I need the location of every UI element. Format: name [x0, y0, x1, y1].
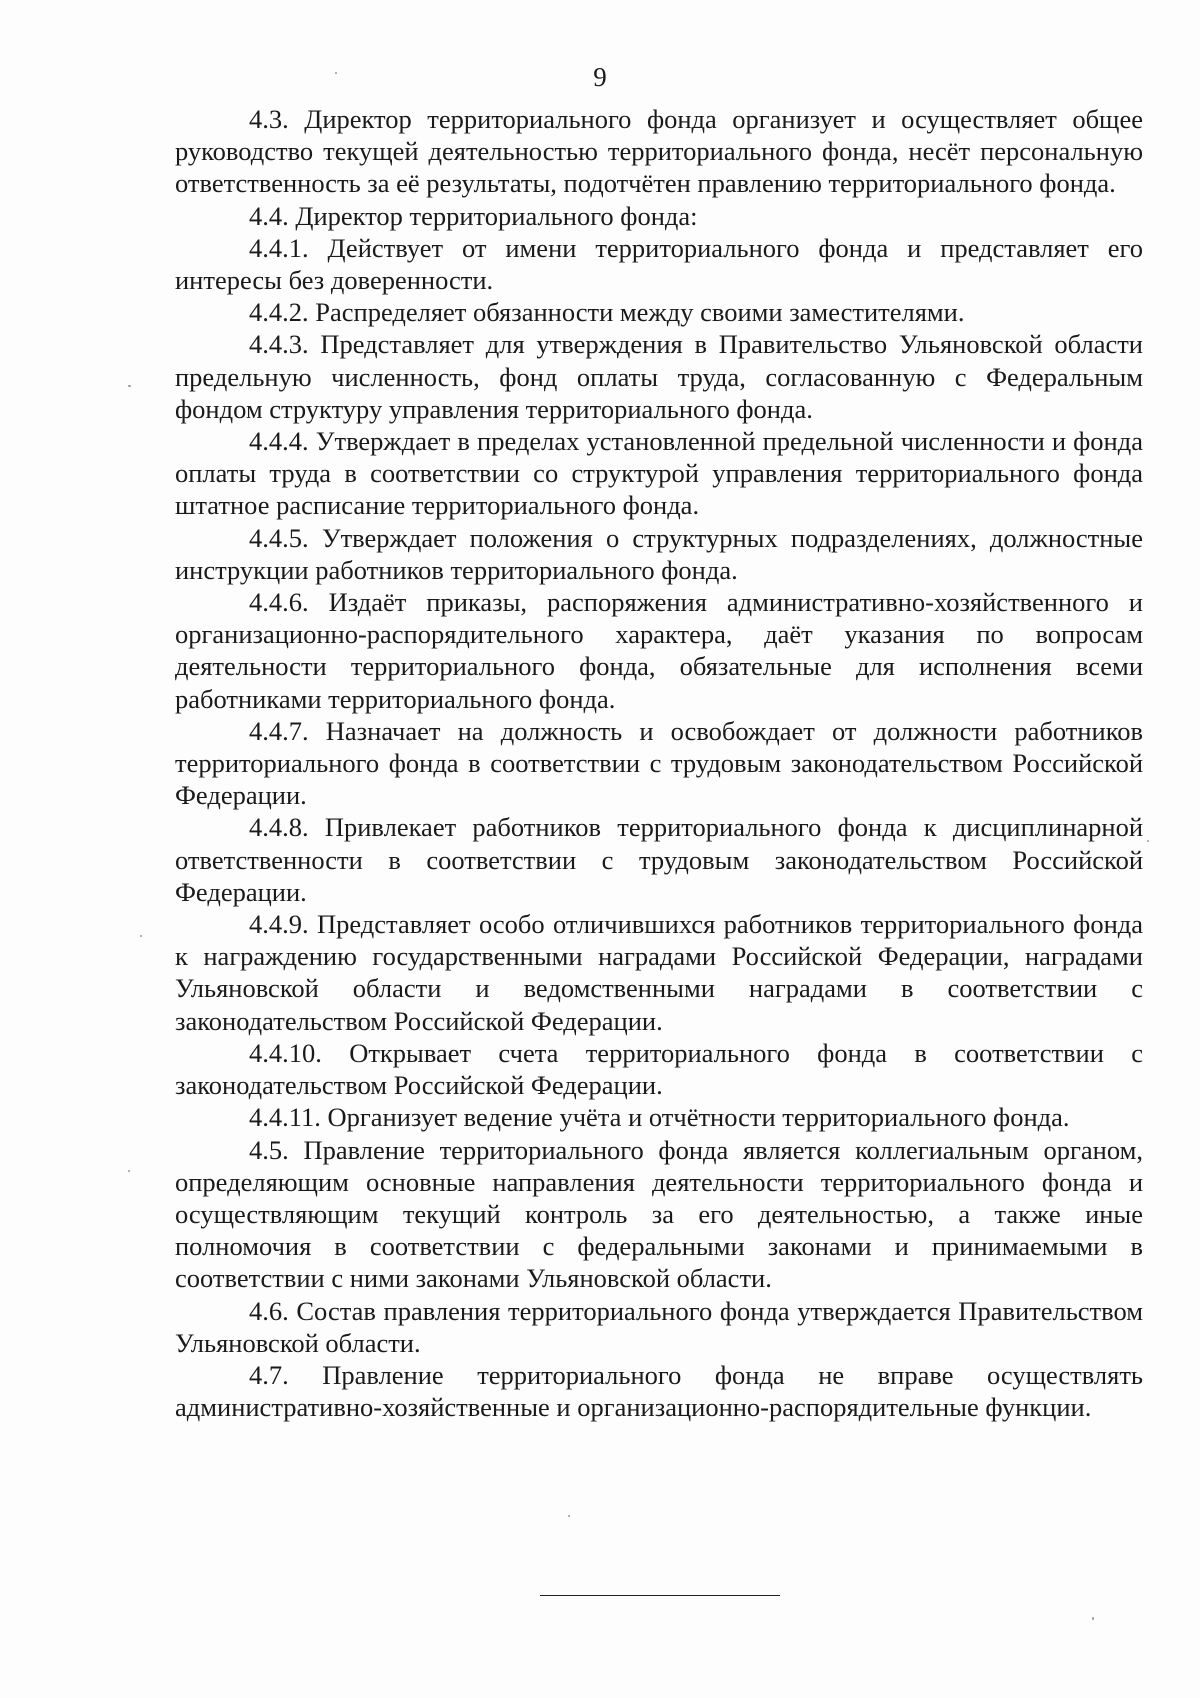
- scan-speck: [1092, 1617, 1094, 1620]
- scan-speck: [568, 1515, 570, 1517]
- paragraph-4-4-10: 4.4.10. Открывает счета территориального фонда в соответствии с законодательством Российской Федерации.: [175, 1037, 1143, 1101]
- scan-speck: [1147, 840, 1149, 842]
- paragraph-4-4-8: 4.4.8. Привлекает работников территориального фонда к дисциплинарной ответственности в соответствии с трудовым законодательством Российской Федерации.: [175, 812, 1143, 907]
- paragraph-4-4-5: 4.4.5. Утверждает положения о структурных подразделениях, должностные инструкции работников территориального фонда.: [175, 522, 1143, 585]
- paragraph-4-4-2: 4.4.2. Распределяет обязанности между своими заместителями.: [249, 297, 965, 328]
- paragraph-4-4-1: 4.4.1. Действует от имени территориального фонда и представляет его интересы без доверенности.: [175, 232, 1143, 296]
- paragraph-4-4: 4.4. Директор территориального фонда:: [249, 200, 698, 231]
- scan-speck: [335, 72, 337, 74]
- scan-speck: [128, 385, 131, 387]
- paragraph-4-4-11: 4.4.11. Организует ведение учёта и отчётности территориального фонда.: [249, 1102, 1070, 1133]
- document-body: [175, 103, 1143, 1423]
- paragraph-4-5: 4.5. Правление территориального фонда является коллегиальным органом, определяющим основные направления деятельности территориального фонда и осуществляющим текущий контроль за его деятельностью, а также иные полномочия в соответствии с федеральными законами и принимаемыми в соответствии с ними законами Ульяновской области.: [175, 1134, 1143, 1294]
- paragraph-4-7: 4.7. Правление территориального фонда не вправе осуществлять административно-хозяйственные и организационно-распорядительные функции.: [175, 1359, 1143, 1423]
- paragraph-4-3: 4.3. Директор территориального фонда организует и осуществляет общее руководство текущей деятельностью территориального фонда, несёт персональную ответственность за её результаты, подотчётен правлению территориального фонда.: [175, 104, 1143, 199]
- scan-speck: [128, 1170, 130, 1172]
- paragraph-4-4-4: 4.4.4. Утверждает в пределах установленной предельной численности и фонда оплаты труда в соответствии со структурой управления территориального фонда штатное расписание территориального фонда.: [175, 426, 1143, 521]
- paragraph-4-4-7: 4.4.7. Назначает на должность и освобождает от должности работников территориального фонда в соответствии с трудовым законодательством Российской Федерации.: [175, 715, 1143, 811]
- page-number: 9: [593, 62, 607, 92]
- end-of-text-rule: [540, 1595, 780, 1596]
- paragraph-4-4-6: 4.4.6. Издаёт приказы, распоряжения административно-хозяйственного и организационно-распорядительного характера, даёт указания по вопросам деятельности территориального фонда, обязательные для исполнения всеми работниками территориального фонда.: [175, 587, 1143, 714]
- paragraph-4-4-3: 4.4.3. Представляет для утверждения в Правительство Ульяновской области предельную численность, фонд оплаты труда, согласованную с Федеральным фондом структуру управления территориального фонда.: [175, 329, 1143, 424]
- scan-speck: [140, 935, 142, 937]
- paragraph-4-4-9: 4.4.9. Представляет особо отличившихся работников территориального фонда к награждению государственными наградами Российской Федерации, наградами Ульяновской области и ведомственными наградами в соответствии с законодательством Российской Федерации.: [175, 909, 1143, 1036]
- paragraph-4-6: 4.6. Состав правления территориального фонда утверждается Правительством Ульяновской области.: [175, 1295, 1143, 1358]
